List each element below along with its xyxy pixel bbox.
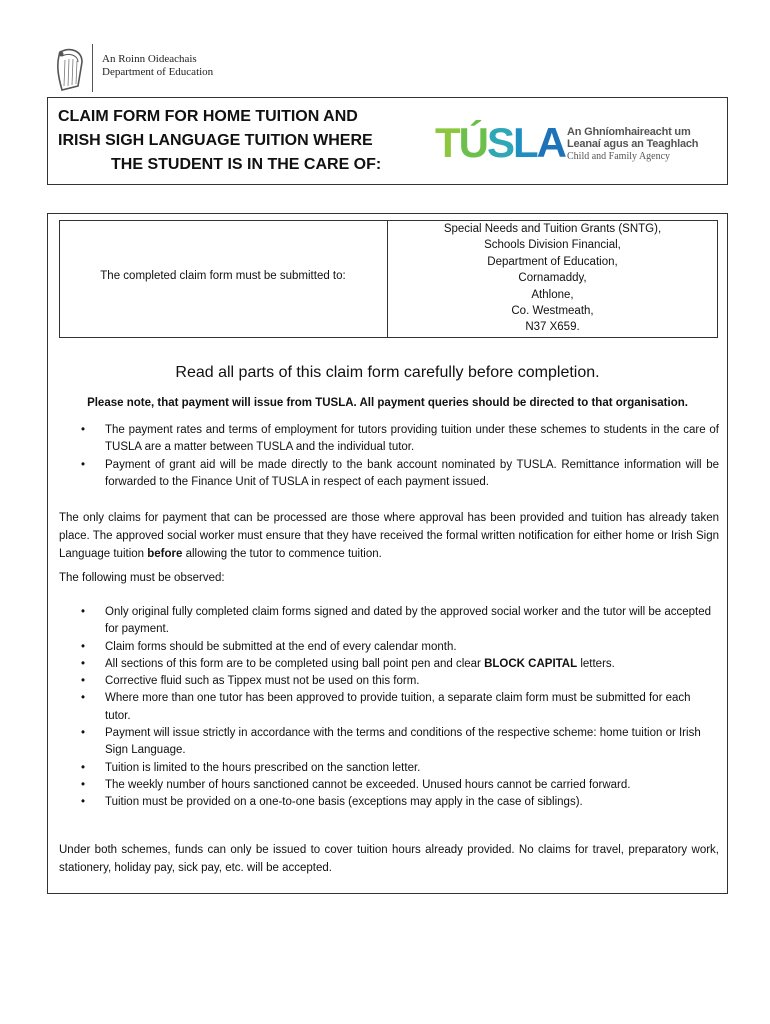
observe-heading: The following must be observed: xyxy=(59,572,225,584)
agency-name-english: Child and Family Agency xyxy=(567,151,671,162)
rules-bullet-list xyxy=(59,604,719,812)
svg-text:TÚSLA xyxy=(435,118,567,166)
submission-address xyxy=(388,221,717,336)
funds-paragraph: Under both schemes, funds can only be issued to cover tuition hours already provided. No claims for travel, preparatory work, stationery, holiday pay, sick pay, etc. will be accepted. xyxy=(59,844,719,874)
bullet-icon: • xyxy=(81,796,86,809)
bullet-icon: • xyxy=(81,606,86,618)
list-item: • Payment of grant aid will be made directly to the bank account nominated by TUSLA. Remittance information will be forwarded to the Finance Unit of TUSLA in respect of each payment issued. xyxy=(81,458,719,488)
list-item: • Where more than one tutor has been approved to provide tuition, a separate claim form must be submitted for each tutor. xyxy=(81,692,691,722)
bullet-icon: • xyxy=(81,424,86,436)
tusla-letter-s: S xyxy=(487,119,514,166)
address-line: Schools Division Financial, xyxy=(484,239,621,252)
bullet-icon: • xyxy=(81,675,86,688)
bullet-icon: • xyxy=(81,692,86,705)
header-divider xyxy=(92,44,93,92)
address-line: Co. Westmeath, xyxy=(511,305,594,318)
list-item: • The weekly number of hours sanctioned cannot be exceeded. Unused hours cannot be carried forward. xyxy=(59,777,719,794)
bullet-icon: • xyxy=(81,458,86,471)
tusla-letter-a: A xyxy=(536,119,566,166)
list-item: • Payment will issue strictly in accordance with the terms and conditions of the respective scheme: home tuition or Irish Sign Language. xyxy=(81,727,701,757)
read-all-heading: Read all parts of this claim form carefully before completion. xyxy=(175,364,600,381)
list-item: • All sections of this form are to be completed using ball point pen and clear BLOCK CAPITAL letters. xyxy=(59,656,719,673)
list-item: • Tuition is limited to the hours prescribed on the sanction letter. xyxy=(59,760,719,777)
address-line: Cornamaddy, xyxy=(518,272,587,285)
form-title-line-3: THE STUDENT IS IN THE CARE OF: xyxy=(111,156,382,173)
harp-crest-icon xyxy=(52,46,86,92)
tusla-logo xyxy=(435,119,566,166)
agency-name-irish-2: Leanaí agus an Teaghlach xyxy=(567,138,699,150)
tusla-letter-u: Ú xyxy=(458,119,487,166)
address-line: Special Needs and Tuition Grants (SNTG), xyxy=(443,223,662,235)
list-item: • Tuition must be provided on a one-to-one basis (exceptions may apply in the case of siblings). xyxy=(59,794,719,811)
agency-name-irish-1: An Ghníomhaireacht um xyxy=(567,126,691,138)
address-line: N37 X659. xyxy=(525,321,580,334)
tusla-letter-t: T xyxy=(435,119,459,166)
bullet-icon: • xyxy=(81,657,86,670)
form-title-line-2: IRISH SIGH LANGUAGE TUITION WHERE xyxy=(58,132,373,149)
payment-bullet-list xyxy=(59,422,719,491)
bullet-icon: • xyxy=(81,640,86,653)
tusla-letter-l: L xyxy=(513,119,537,166)
submission-label: The completed claim form must be submitted to: xyxy=(100,270,346,282)
address-line: Department of Education, xyxy=(487,255,618,268)
list-item: • Corrective fluid such as Tippex must not be used on this form. xyxy=(59,673,719,690)
list-item: • Claim forms should be submitted at the end of every calendar month. xyxy=(59,639,719,656)
form-title-line-1: CLAIM FORM FOR HOME TUITION AND xyxy=(58,108,358,125)
payment-note: Please note, that payment will issue from TUSLA. All payment queries should be directed to that organisation. xyxy=(87,397,688,409)
address-line: Athlone, xyxy=(531,288,574,301)
department-name-irish: An Roinn Oideachais xyxy=(102,53,197,65)
list-item: • Only original fully completed claim forms signed and dated by the approved social worker and the tutor will be accepted for payment. xyxy=(81,606,711,636)
bullet-icon: • xyxy=(81,727,86,740)
bullet-icon: • xyxy=(81,761,86,774)
department-name-english: Department of Education xyxy=(102,66,214,78)
list-item: • The payment rates and terms of employment for tutors providing tuition under these schemes to students in the care of TUSLA are a matter between TUSLA and the individual tutor. xyxy=(81,424,719,454)
bullet-icon: • xyxy=(81,778,86,791)
claims-paragraph: The only claims for payment that can be processed are those where approval has been provided and tuition has already taken place. The approved social worker must ensure that they have received the formal written notification for either home or Irish Sign Language tuition before allowing the tutor to commence tuition. xyxy=(59,512,719,560)
